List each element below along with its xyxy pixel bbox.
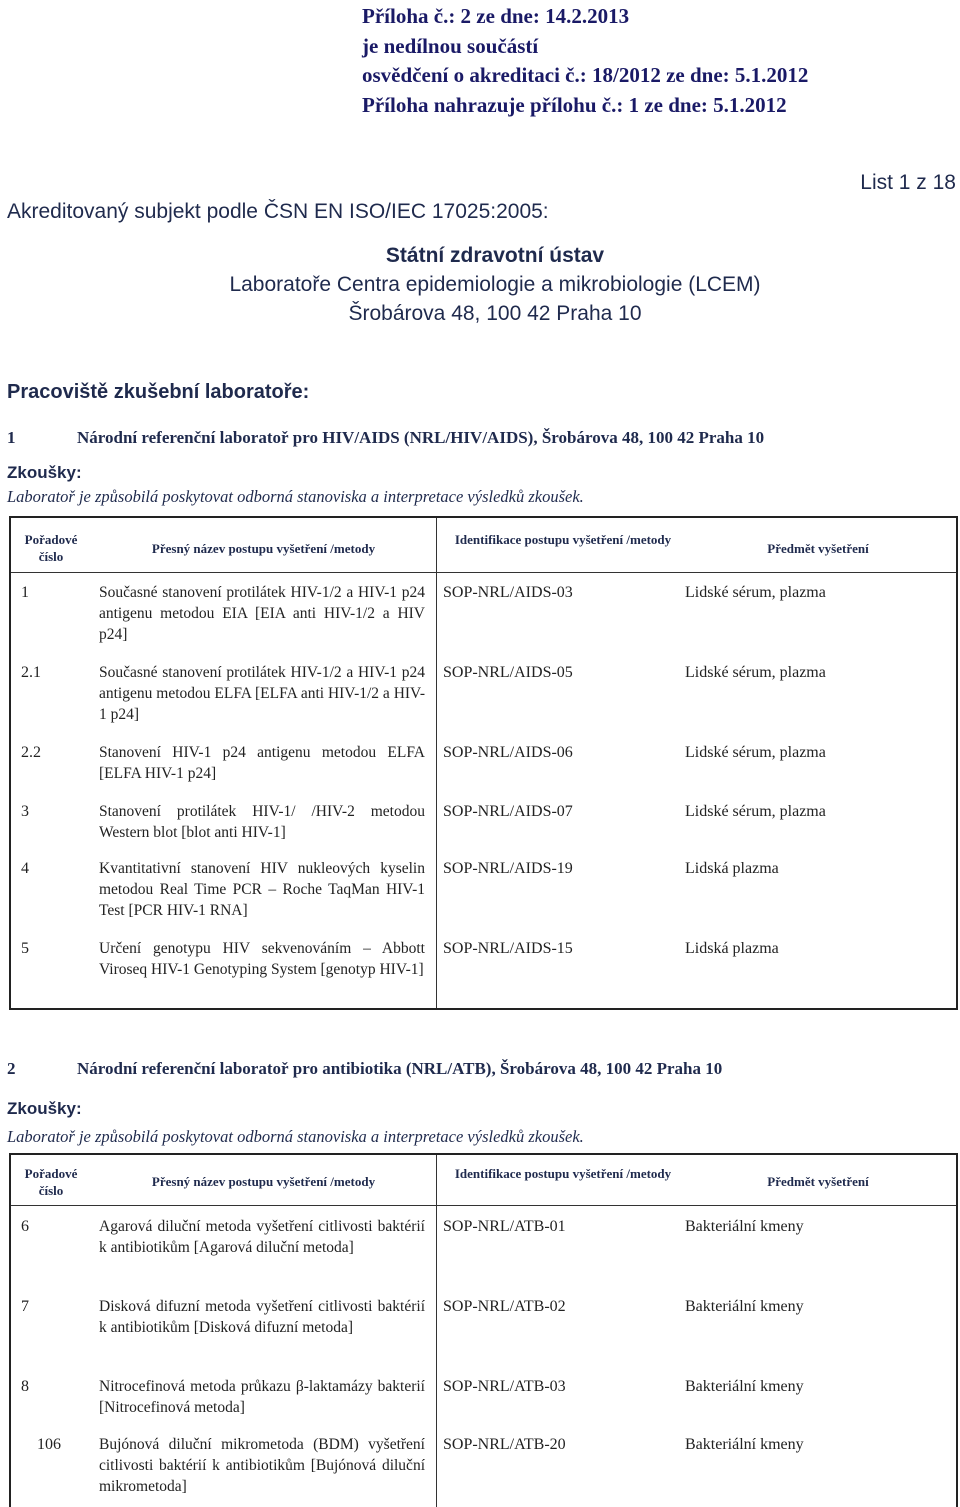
lab-2-tests-label: Zkoušky:	[7, 1099, 82, 1118]
table-row-id: SOP-NRL/AIDS-15	[443, 940, 573, 957]
table-row-nazev: Kvantitativní stanovení HIV nukleových kyselin metodou Real Time PCR – Roche TaqMan HIV-1 Test [PCR HIV-1 RNA]	[99, 860, 425, 919]
table-row-predmet: Bakteriální kmeny	[685, 1298, 804, 1315]
column-divider	[436, 1155, 437, 1507]
header-line-certificate: osvědčení o akreditaci č.: 18/2012 ze dne: 5.1.2012	[362, 63, 809, 87]
table-row-predmet: Lidské sérum, plazma	[685, 744, 826, 761]
organization-name: Státní zdravotní ústav	[385, 244, 605, 267]
lab-2-title: Národní referenční laboratoř pro antibiotika (NRL/ATB), Šrobárova 48, 100 42 Praha 10	[77, 1059, 723, 1078]
table-row-nazev: Určení genotypu HIV sekvenováním – Abbott Viroseq HIV-1 Genotyping System [genotyp HIV-1]	[99, 940, 425, 978]
lab-2-note: Laboratoř je způsobilá poskytovat odborná stanoviska a interpretace výsledků zkoušek.	[7, 1127, 584, 1146]
header-line-annex: Příloha č.: 2 ze dne: 14.2.2013	[362, 4, 630, 28]
table-row-nazev: Disková difuzní metoda vyšetření citlivosti baktérií k antibiotikům [Disková difuzní metoda]	[99, 1298, 425, 1336]
table-row-id: SOP-NRL/AIDS-06	[443, 744, 573, 761]
table-row-nazev: Agarová diluční metoda vyšetření citlivosti baktérií k antibiotikům [Agarová diluční metoda]	[99, 1218, 425, 1256]
table-row-id: SOP-NRL/ATB-02	[443, 1298, 566, 1315]
column-header-identifikace: Identifikace postupu vyšetření /metody	[454, 1166, 672, 1181]
organization-unit: Laboratoře Centra epidemiologie a mikrobiologie (LCEM)	[229, 273, 761, 296]
table-row-id: SOP-NRL/AIDS-05	[443, 664, 573, 681]
table-row-nazev: Stanovení HIV-1 p24 antigenu metodou ELFA [ELFA HIV-1 p24]	[99, 744, 425, 782]
table-row-poradi: 7	[21, 1298, 29, 1315]
table-row-predmet: Bakteriální kmeny	[685, 1436, 804, 1453]
column-header-predmet: Předmět vyšetření	[767, 1174, 869, 1189]
workplaces-title: Pracoviště zkušební laboratoře:	[7, 381, 310, 403]
lab-1-note: Laboratoř je způsobilá poskytovat odborná stanoviska a interpretace výsledků zkoušek.	[7, 487, 584, 506]
page-label: List 1 z 18	[860, 171, 956, 194]
organization-address: Šrobárova 48, 100 42 Praha 10	[348, 302, 642, 325]
table-row-poradi: 2.2	[21, 744, 41, 761]
table-row-poradi: 1	[21, 584, 29, 601]
table-row-predmet: Bakteriální kmeny	[685, 1218, 804, 1235]
table-row-poradi: 2.1	[21, 664, 41, 681]
column-header-poradi: Pořadové číslo	[24, 532, 78, 564]
table-row-id: SOP-NRL/AIDS-03	[443, 584, 573, 601]
table-row-poradi: 5	[21, 940, 29, 957]
lab-1-heading	[7, 428, 764, 448]
table-row-predmet: Lidské sérum, plazma	[685, 664, 826, 681]
table-row-id: SOP-NRL/ATB-20	[443, 1436, 566, 1453]
table-row-predmet: Lidská plazma	[685, 940, 779, 957]
table-row-nazev: Současné stanovení protilátek HIV-1/2 a HIV-1 p24 antigenu metodou EIA [EIA anti HIV-1/2 a HIV p24]	[99, 584, 425, 643]
table-row-predmet: Lidské sérum, plazma	[685, 803, 826, 820]
table-row-predmet: Bakteriální kmeny	[685, 1378, 804, 1395]
table-row-poradi: 4	[21, 860, 29, 877]
table-row-nazev: Bujónová diluční mikrometoda (BDM) vyšetření citlivosti baktérií k antibiotikům [Bujónová diluční mikrometoda]	[99, 1436, 425, 1495]
table-row-poradi: 8	[21, 1378, 29, 1395]
column-header-identifikace: Identifikace postupu vyšetření /metody	[454, 532, 672, 547]
header-line-replaces: Příloha nahrazuje přílohu č.: 1 ze dne: 5.1.2012	[362, 92, 787, 117]
lab-2-heading	[7, 1059, 722, 1079]
document-header	[362, 2, 808, 120]
table-row-id: SOP-NRL/AIDS-19	[443, 860, 573, 877]
lab-2-number: 2	[7, 1059, 16, 1078]
organization-block	[0, 241, 960, 328]
table-row-poradi: 106	[37, 1436, 61, 1453]
table-row-poradi: 3	[21, 803, 29, 820]
table-row-id: SOP-NRL/ATB-03	[443, 1378, 566, 1395]
table-row-predmet: Lidské sérum, plazma	[685, 584, 826, 601]
table-row-nazev: Stanovení protilátek HIV-1/ /HIV-2 metodou Western blot [blot anti HIV-1]	[99, 803, 425, 841]
column-header-nazev: Přesný název postupu vyšetření /metody	[151, 541, 376, 556]
lab-1-title: Národní referenční laboratoř pro HIV/AIDS (NRL/HIV/AIDS), Šrobárova 48, 100 42 Praha 10	[77, 428, 765, 447]
column-header-nazev: Přesný název postupu vyšetření /metody	[151, 1174, 376, 1189]
lab-1-table	[9, 516, 958, 1010]
table-row-poradi: 6	[21, 1218, 29, 1235]
table-row-id: SOP-NRL/AIDS-07	[443, 803, 573, 820]
header-line-integral: je nedílnou součástí	[362, 33, 539, 58]
accredited-subject-label: Akreditovaný subjekt podle ČSN EN ISO/IEC 17025:2005:	[7, 200, 549, 223]
column-header-predmet: Předmět vyšetření	[767, 541, 869, 556]
table-row-nazev: Současné stanovení protilátek HIV-1/2 a HIV-1 p24 antigenu metodou ELFA [ELFA anti HIV-1/2 a HIV-1 p24]	[99, 664, 425, 723]
table-row-nazev: Nitrocefinová metoda průkazu β-laktamázy bakterií [Nitrocefinová metoda]	[99, 1378, 425, 1416]
header-divider	[11, 1205, 956, 1206]
lab-2-table	[9, 1153, 958, 1507]
column-divider	[436, 518, 437, 1008]
lab-1-number: 1	[7, 428, 16, 447]
header-divider	[11, 572, 956, 573]
lab-1-tests-label: Zkoušky:	[7, 463, 82, 482]
column-header-poradi: Pořadové číslo	[24, 1166, 78, 1198]
table-row-predmet: Lidská plazma	[685, 860, 779, 877]
table-row-id: SOP-NRL/ATB-01	[443, 1218, 566, 1235]
